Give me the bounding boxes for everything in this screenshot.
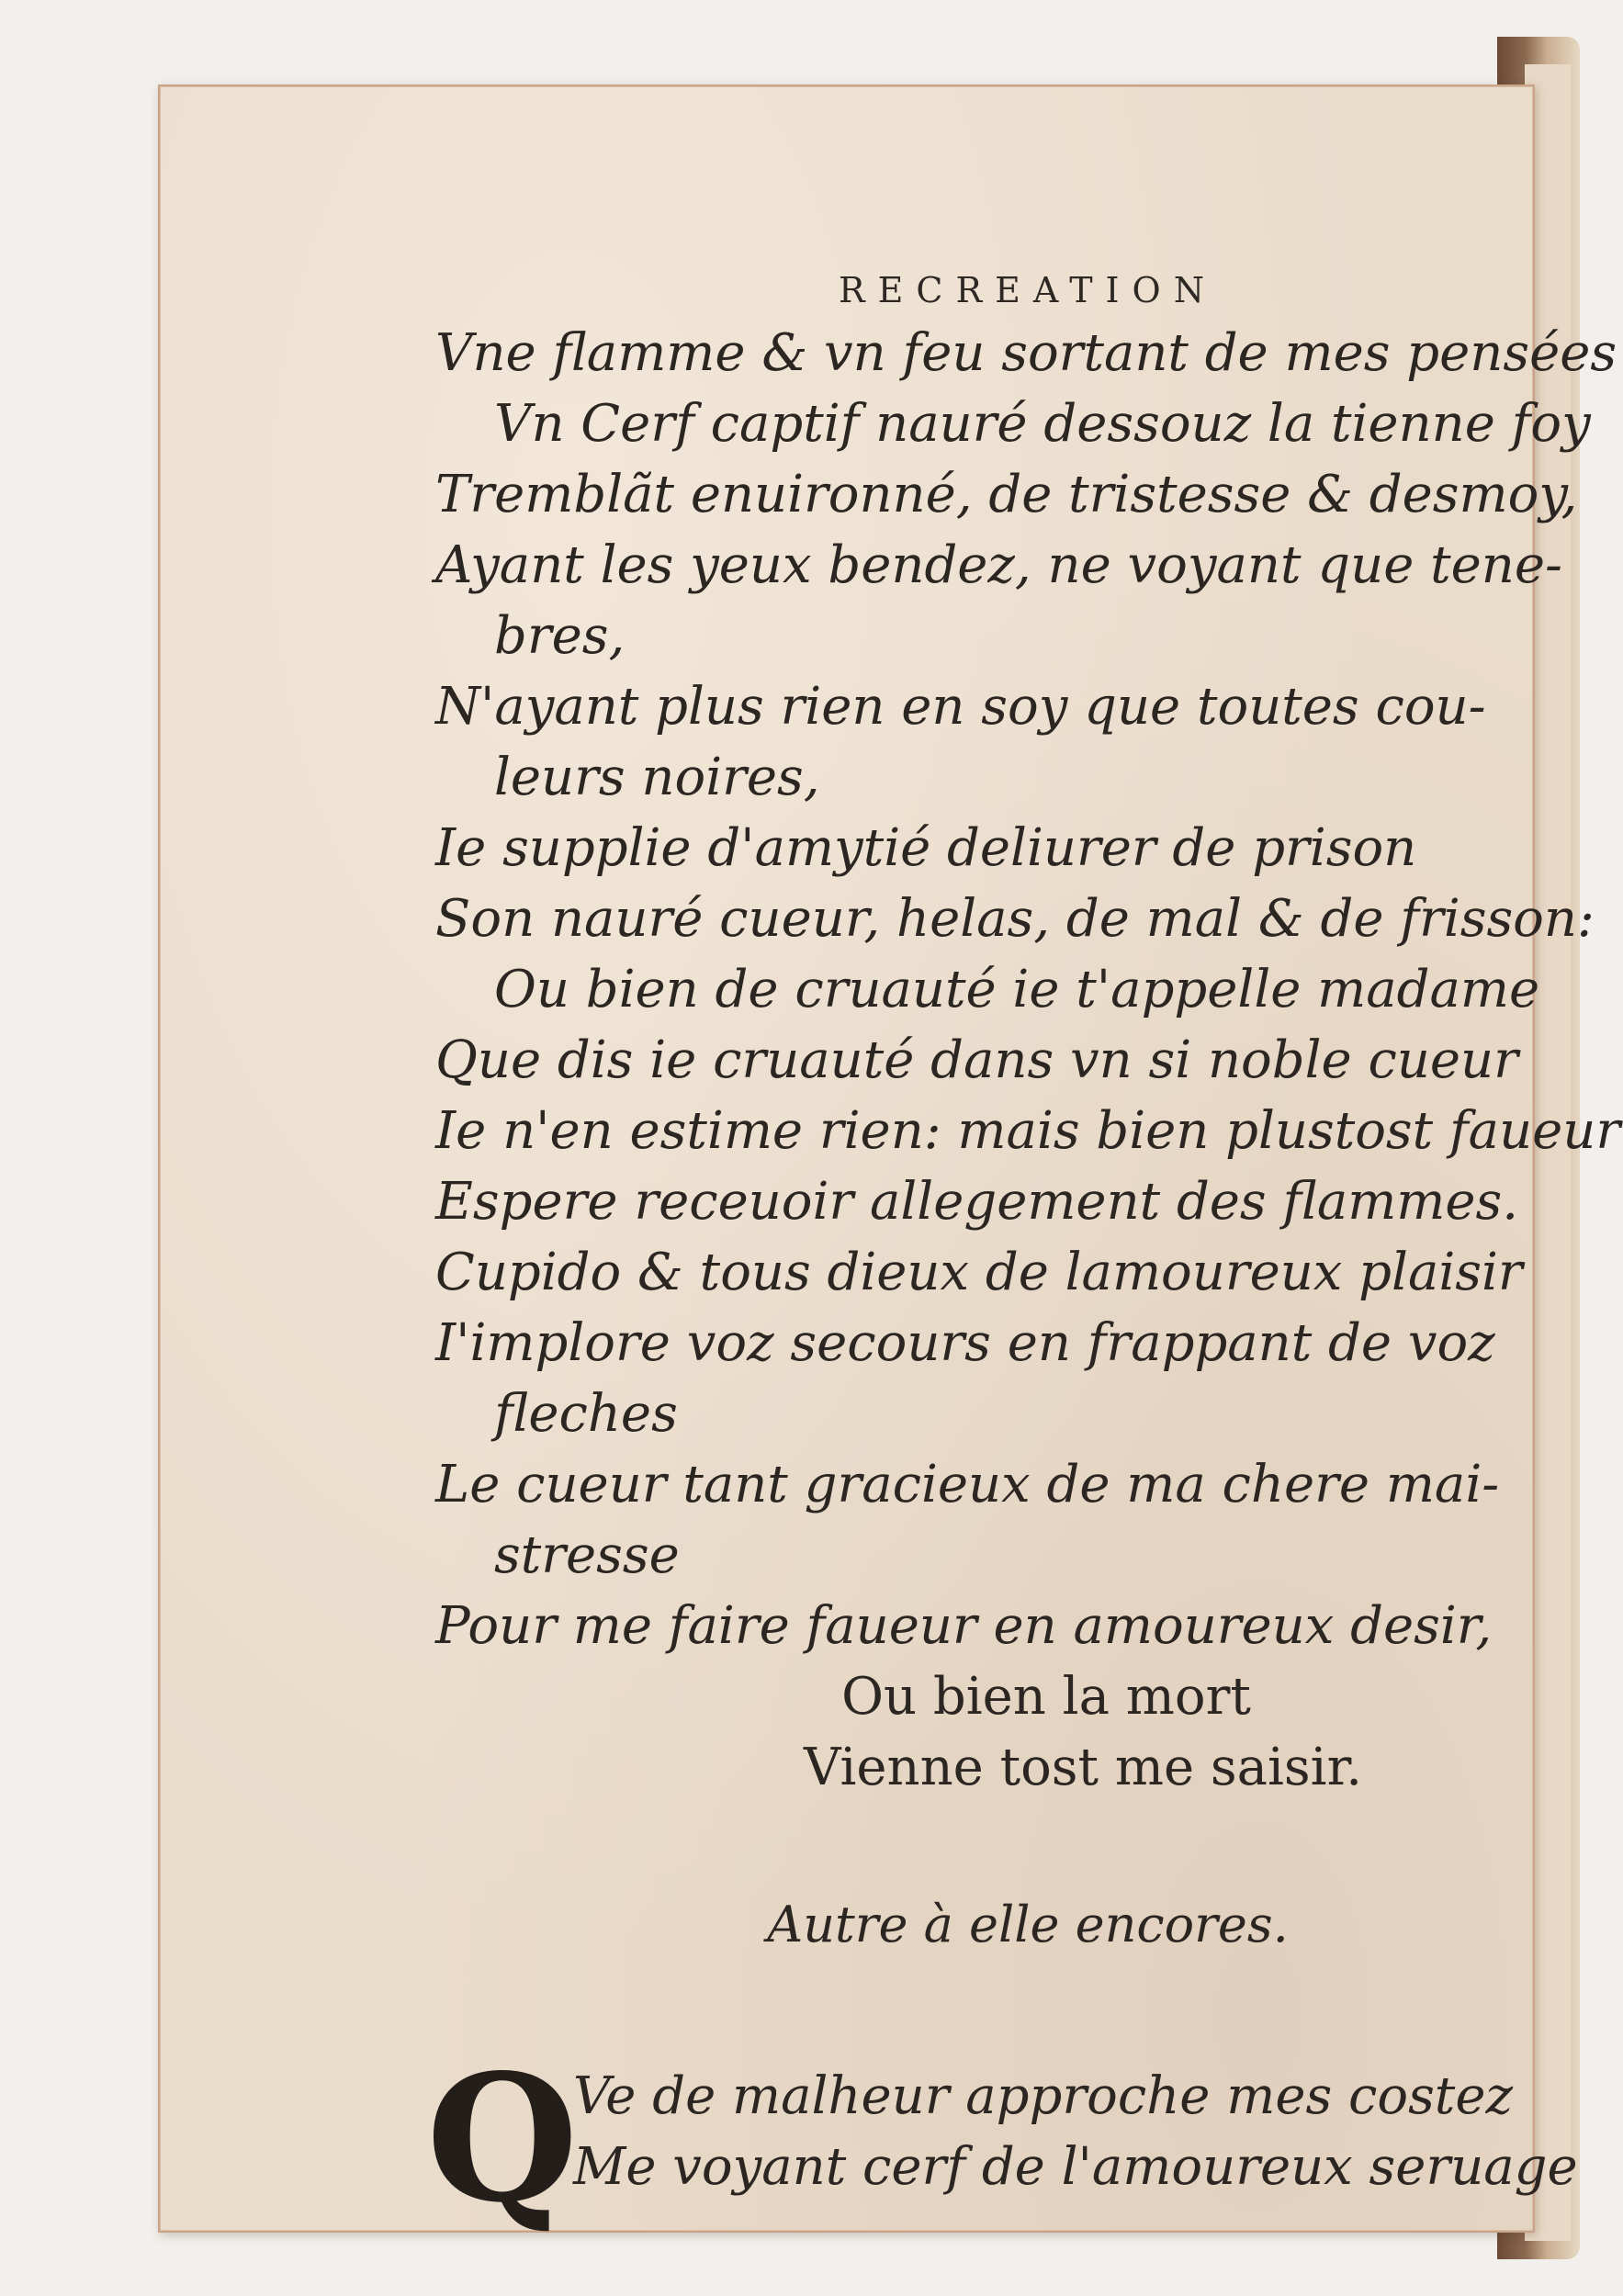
verse-line: leurs noires,	[494, 748, 820, 807]
verse-line: Ie n'en estime rien: mais bien plustost faueur	[435, 1101, 1621, 1161]
second-poem-line: Me voyant cerf de l'amoureux seruage	[573, 2137, 1578, 2197]
verse-line: Le cueur tant gracieux de ma chere mai-	[435, 1455, 1500, 1514]
book-page	[158, 84, 1621, 2241]
verse-line: fleches	[494, 1384, 678, 1444]
verse-line: Ou bien de cruauté ie t'appelle madame	[494, 960, 1540, 1019]
verse-line: Que dis ie cruauté dans vn si noble cueur	[435, 1030, 1518, 1090]
second-poem-line: Ve de malheur approche mes costez	[573, 2066, 1513, 2126]
verse-line: Vn Cerf captif nauré dessouz la tienne foy	[494, 394, 1591, 454]
verse-line: Cupido & tous dieux de lamoureux plaisir	[435, 1243, 1523, 1302]
verse-line: bres,	[494, 606, 626, 666]
verse-line: Espere receuoir allegement des flammes.	[435, 1172, 1519, 1232]
verse-line: N'ayant plus rien en soy que toutes cou-	[435, 677, 1486, 737]
verse-line: Vienne tost me saisir.	[804, 1738, 1362, 1797]
verse-line: Ie supplie d'amytié deliurer de prison	[435, 818, 1417, 878]
running-head: RECREATION	[839, 270, 1217, 310]
verse-line: Ou bien la mort	[841, 1667, 1251, 1727]
verse-line: Pour me faire faueur en amoureux desir,	[435, 1596, 1493, 1656]
verse-line: I'implore voz secours en frappant de voz	[435, 1313, 1495, 1373]
drop-cap: Q	[426, 2036, 579, 2241]
verse-line: Tremblãt enuironné, de tristesse & desmoy,	[435, 465, 1578, 524]
verse-line: stresse	[494, 1525, 680, 1585]
section-heading: Autre à elle encores.	[767, 1896, 1289, 1953]
verse-line: Son nauré cueur, helas, de mal & de frisson:	[435, 889, 1595, 949]
verse-line: Vne flamme & vn feu sortant de mes pensées	[435, 323, 1617, 383]
verse-line: Ayant les yeux bendez, ne voyant que tene-	[435, 535, 1562, 595]
verse	[435, 318, 1620, 1803]
